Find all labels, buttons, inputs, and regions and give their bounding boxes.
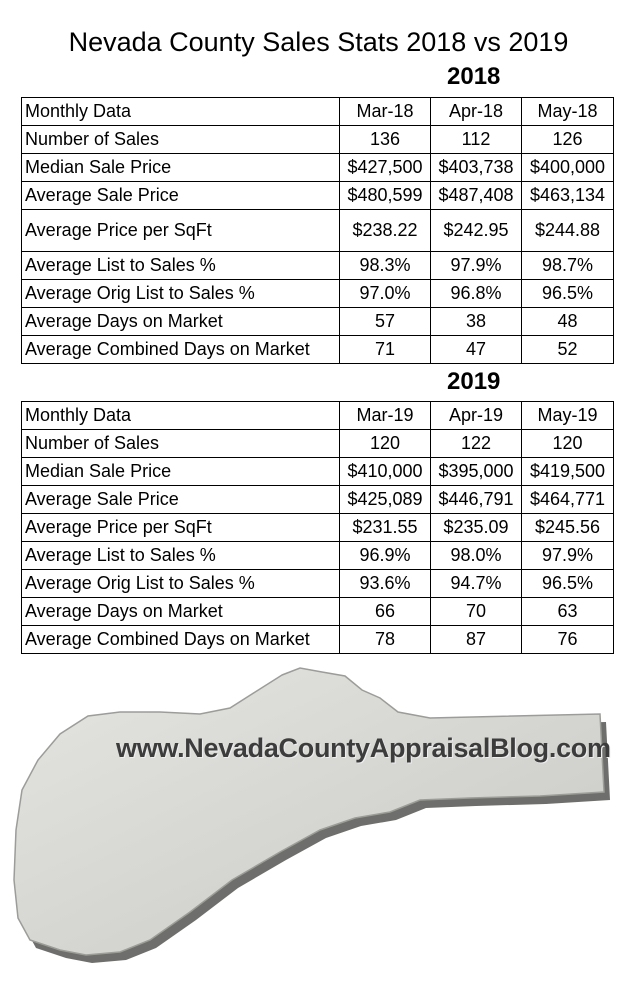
table-row	[22, 430, 614, 458]
row-label: Median Sale Price	[22, 154, 340, 182]
row-label: Average List to Sales %	[22, 252, 340, 280]
row-label: Number of Sales	[22, 126, 340, 154]
table-cell: 122	[431, 430, 522, 458]
row-label: Average Price per SqFt	[22, 210, 340, 252]
row-label: Average Days on Market	[22, 308, 340, 336]
row-label: Average List to Sales %	[22, 542, 340, 570]
table-row	[22, 280, 614, 308]
table-cell: $425,089	[340, 486, 431, 514]
table-cell: 78	[340, 626, 431, 654]
column-header-month: Mar-19	[340, 402, 431, 430]
table-cell: $245.56	[522, 514, 614, 542]
column-header-month: May-18	[522, 98, 614, 126]
table-cell: 87	[431, 626, 522, 654]
table-cell: 70	[431, 598, 522, 626]
table-cell: 47	[431, 336, 522, 364]
table-cell: 97.0%	[340, 280, 431, 308]
row-label: Average Orig List to Sales %	[22, 280, 340, 308]
column-header-label: Monthly Data	[22, 98, 340, 126]
table-cell: $242.95	[431, 210, 522, 252]
table-header-row	[22, 402, 614, 430]
table-row	[22, 154, 614, 182]
table-cell: 97.9%	[431, 252, 522, 280]
table-cell: 66	[340, 598, 431, 626]
stats-table-2018	[21, 97, 614, 364]
table-cell: 76	[522, 626, 614, 654]
table-cell: 126	[522, 126, 614, 154]
table-row	[22, 308, 614, 336]
stats-table-2019	[21, 401, 614, 654]
table-row	[22, 458, 614, 486]
table-cell: 136	[340, 126, 431, 154]
row-label: Number of Sales	[22, 430, 340, 458]
row-label: Average Sale Price	[22, 182, 340, 210]
table-row	[22, 570, 614, 598]
table-cell: 96.5%	[522, 280, 614, 308]
website-url-text: www.NevadaCountyAppraisalBlog.com	[116, 733, 611, 763]
table-cell: $446,791	[431, 486, 522, 514]
table-cell: $427,500	[340, 154, 431, 182]
table-cell: $464,771	[522, 486, 614, 514]
table-cell: 120	[340, 430, 431, 458]
table-cell: $244.88	[522, 210, 614, 252]
table-cell: 98.7%	[522, 252, 614, 280]
table-cell: $238.22	[340, 210, 431, 252]
column-header-label: Monthly Data	[22, 402, 340, 430]
table-row	[22, 542, 614, 570]
table-cell: 97.9%	[522, 542, 614, 570]
column-header-month: Apr-19	[431, 402, 522, 430]
table-cell: 48	[522, 308, 614, 336]
column-header-month: Mar-18	[340, 98, 431, 126]
table-cell: 71	[340, 336, 431, 364]
table-row	[22, 182, 614, 210]
table-cell: $410,000	[340, 458, 431, 486]
table-header-row	[22, 98, 614, 126]
table-cell: $463,134	[522, 182, 614, 210]
table-cell: 96.9%	[340, 542, 431, 570]
table-row	[22, 626, 614, 654]
table-cell: 112	[431, 126, 522, 154]
row-label: Average Combined Days on Market	[22, 626, 340, 654]
table-row	[22, 252, 614, 280]
table-cell: 120	[522, 430, 614, 458]
table-cell: $487,408	[431, 182, 522, 210]
table-cell: 94.7%	[431, 570, 522, 598]
row-label: Average Days on Market	[22, 598, 340, 626]
table-row	[22, 486, 614, 514]
year-heading-2018: 2018	[447, 63, 501, 90]
table-cell: $395,000	[431, 458, 522, 486]
column-header-month: May-19	[522, 402, 614, 430]
table-cell: 98.0%	[431, 542, 522, 570]
row-label: Average Sale Price	[22, 486, 340, 514]
table-cell: $235.09	[431, 514, 522, 542]
table-cell: 57	[340, 308, 431, 336]
row-label: Average Combined Days on Market	[22, 336, 340, 364]
table-row	[22, 514, 614, 542]
table-cell: $231.55	[340, 514, 431, 542]
table-cell: $419,500	[522, 458, 614, 486]
table-row	[22, 336, 614, 364]
year-heading-2019: 2019	[447, 368, 501, 395]
county-map-graphic	[0, 660, 637, 984]
table-cell: 52	[522, 336, 614, 364]
table-row	[22, 126, 614, 154]
table-row	[22, 598, 614, 626]
row-label: Average Price per SqFt	[22, 514, 340, 542]
table-cell: 63	[522, 598, 614, 626]
row-label: Average Orig List to Sales %	[22, 570, 340, 598]
table-cell: 98.3%	[340, 252, 431, 280]
table-cell: 96.8%	[431, 280, 522, 308]
table-cell: $400,000	[522, 154, 614, 182]
table-row	[22, 210, 614, 252]
column-header-month: Apr-18	[431, 98, 522, 126]
map-shape	[14, 668, 604, 955]
table-cell: 96.5%	[522, 570, 614, 598]
table-cell: 38	[431, 308, 522, 336]
row-label: Median Sale Price	[22, 458, 340, 486]
table-cell: $480,599	[340, 182, 431, 210]
table-cell: 93.6%	[340, 570, 431, 598]
page-title: Nevada County Sales Stats 2018 vs 2019	[68, 27, 569, 57]
table-cell: $403,738	[431, 154, 522, 182]
